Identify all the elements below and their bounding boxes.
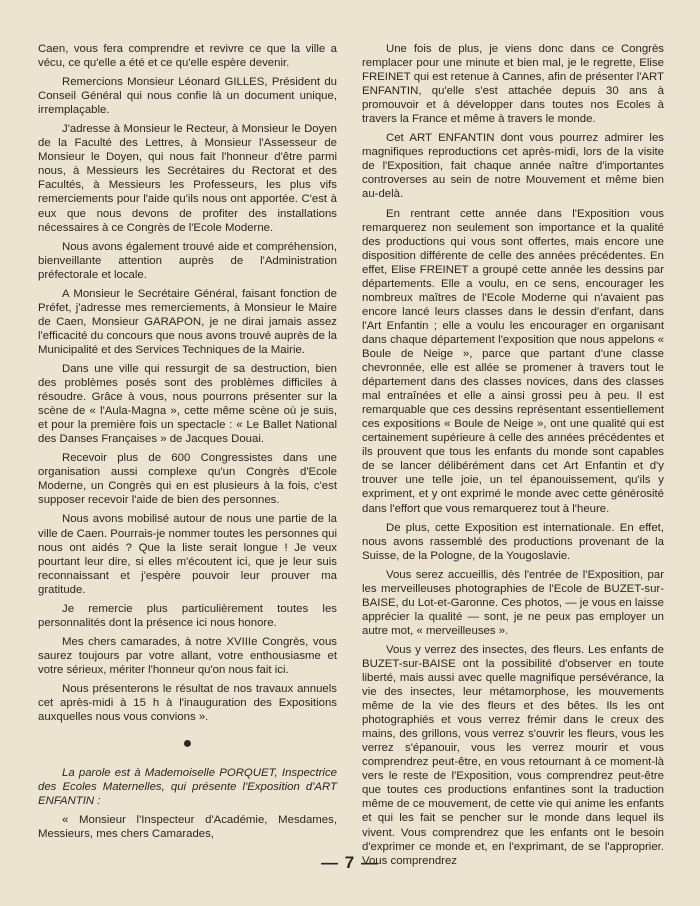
paragraph: J'adresse à Monsieur le Recteur, à Monsieur le Doyen de la Faculté des Lettres, à Monsieur l'Assesseur de Monsieur le Doyen, qui nous fait l'honneur d'être parmi nous, à Messieurs les Secrétaires du Rectorat et des Facultés, à Messieurs les Professeurs, les plus vifs remerciements pour l'aide qu'ils nous ont apportée. C'est à eux que nous devons de profiter des installations nécessaires à ce Congrès de l'Ecole Moderne. xyxy=(38,123,337,234)
left-column xyxy=(38,42,337,846)
paragraph: Je remercie plus particulièrement toutes les personnalités dont la présence ici nous honore. xyxy=(38,602,337,629)
page-number: — 7 — xyxy=(321,853,379,872)
paragraph: A Monsieur le Secrétaire Général, faisant fonction de Préfet, j'adresse mes remerciements, à Monsieur le Maire de Caen, Monsieur GARAPON, je ne dirai jamais assez l'efficacité du concours que nous avons trouvé auprès de la Municipalité et des Services Techniques de la Mairie. xyxy=(38,287,337,356)
speech-opening: « Monsieur l'Inspecteur d'Académie, Mesdames, Messieurs, mes chers Camarades, xyxy=(38,814,337,841)
paragraph: Mes chers camarades, à notre XVIIIe Congrès, vous saurez toujours par votre allant, votre enthousiasme et votre sérieux, mériter l'honneur qu'on nous fait ici. xyxy=(38,635,337,676)
section-bullet: ● xyxy=(182,735,193,753)
paragraph: Caen, vous fera comprendre et revivre ce que la ville a vécu, ce qu'elle a été et ce qu'elle espère devenir. xyxy=(38,43,337,70)
paragraph: Remercions Monsieur Léonard GILLES, Président du Conseil Général qui nous confie là un document unique, irremplaçable. xyxy=(38,76,337,117)
paragraph: Vous y verrez des insectes, des fleurs. Les enfants de BUZET-sur-BAISE ont la possibilité d'observer en toute liberté, mais aussi avec quelle magnifique persévérance, la vie des insectes, leur métamorphose, les mouvements même de la vie des fleurs et des bêtes. Ils les ont photographiés et vous verrez frémir dans le creux des mains, des grillons, vous verrez s'ouvrir les fleurs, vous les verrez s'épanouir, vous les verrez mourir et vous comprendrez peut-être, en vous retournant à ce moment-là vers le reste de l'Exposition, vous comprendrez peut-être que toutes ces productions enfantines sont la traduction même de ce mouvement, de cette vie qui anime les enfants et qui les fait se pencher sur le monde dans lequel ils vivent. Vous comprendrez que les enfants ont le besoin d'exprimer ce monde et, en l'exprimant, de se l'approprier. Vous comprendrez xyxy=(362,643,664,867)
paragraph: De plus, cette Exposition est internationale. En effet, nous avons rassemblé des productions provenant de la Suisse, de la Pologne, de la Yougoslavie. xyxy=(362,521,664,562)
paragraph: Nous avons mobilisé autour de nous une partie de la ville de Caen. Pourrais-je nommer toutes les personnes qui nous ont aidés ? Que la liste serait longue ! Je veux pourtant leur dire, si elles m'écoutent ici, que je leur suis reconnaissant et j'espère pouvoir leur prouver ma gratitude. xyxy=(38,513,337,596)
speaker-intro: La parole est à Mademoiselle PORQUET, Inspectrice des Ecoles Maternelles, qui présente l'Exposition d'ART ENFANTIN : xyxy=(38,767,337,808)
right-column xyxy=(362,42,664,873)
paragraph: Vous serez accueillis, dès l'entrée de l'Exposition, par les merveilleuses photographies de l'Ecole de BUZET-sur-BAISE, du Lot-et-Garonne. Ces photos, — je vous en laisse apprécier la qualité — sont, je ne peux pas employer un autre mot, « merveilleuses ». xyxy=(362,568,665,637)
paragraph: Une fois de plus, je viens donc dans ce Congrès remplacer pour une minute et bien mal, je le regrette, Elise FREINET qui est retenue à Cannes, afin de présenter l'ART ENFANTIN, qu'elle s'est attachée depuis 30 ans à promouvoir et à développer dans toutes nos Ecoles à travers la France et même à travers le monde. xyxy=(362,43,664,126)
paragraph: Cet ART ENFANTIN dont vous pourrez admirer les magnifiques reproductions cet après-midi, lors de la visite de l'Exposition, fait chaque année naître d'importantes controverses au sein de notre Mouvement et même bien au-delà. xyxy=(362,132,664,201)
paragraph: Recevoir plus de 600 Congressistes dans une organisation aussi complexe qu'un Congrès d'Ecole Moderne, un Congrès qui en est plusieurs à la fois, c'est supposer recevoir l'aide de bien des personnes. xyxy=(38,452,337,507)
paragraph: Nous avons également trouvé aide et compréhension, bienveillante attention auprès de l'Administration préfectorale et locale. xyxy=(38,240,337,281)
paragraph: Nous présenterons le résultat de nos travaux annuels cet après-midi à 15 h à l'inauguration des Expositions auxquelles nous vous convions ». xyxy=(38,682,337,724)
paragraph: Dans une ville qui ressurgit de sa destruction, bien des problèmes posés sont des problèmes difficiles à résoudre. Grâce à vous, nous pourrons présenter sur la scène de « l'Aula-Magna », cette même scène où je suis, et pour la première fois un spectacle : « Le Ballet National des Danses Françaises » de Jacques Douai. xyxy=(38,362,337,446)
paragraph: En rentrant cette année dans l'Exposition vous remarquerez non seulement son importance et la qualité des productions qui vous sont offertes, mais encore une disposition différente de celle des années précédentes. En effet, Elise FREINET a groupé cette année les dessins par départements. Elle a voulu, en ce sens, encourager les nombreux maîtres de l'Ecole Moderne qui n'avaient pas encore lancé leurs classes dans le dessin d'enfant, dans l'Art Enfantin ; elle a voulu les encourager en organisant dans chaque département l'exposition que nous appelons « Boule de Neige », parce que partant d'une classe chevronnée, elle est allée se promener à travers tout le département dans des classes novices, dans des classes mal entraînées et elle a ainsi grossi peu à peu. Il est remarquable que ces dessins représentant essentiellement ces expositions « Boule de Neige », ont une qualité qui est certainement supérieure à celle des années précédentes et ils prouvent que tous les enfants du monde sont capables de se lancer délibérément dans cet Art Enfantin et d'y trouver une telle joie, un tel épanouissement, qu'ils y expriment, et y ont exprimé le monde avec cette générosité dans l'effort que vous remarquerez tout à l'heure. xyxy=(362,207,664,515)
